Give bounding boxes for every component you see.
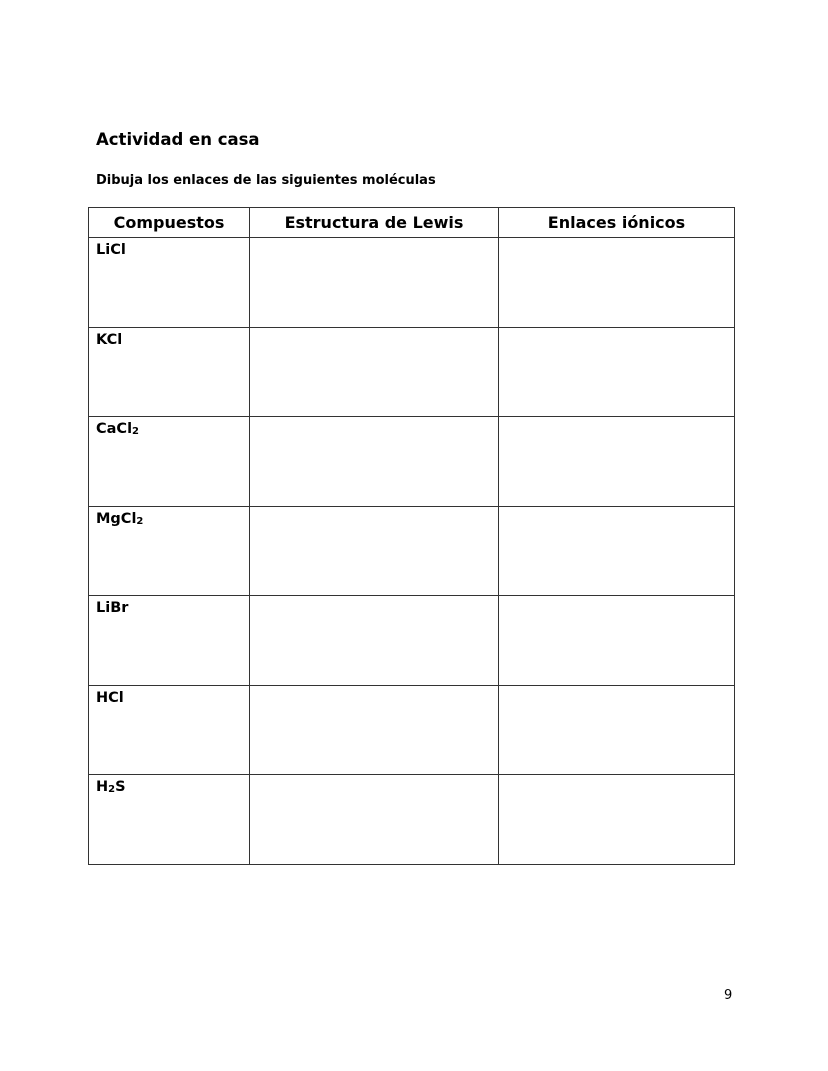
compound-cell [89, 238, 250, 328]
table-row [89, 417, 735, 507]
table-row [89, 506, 735, 596]
ionic-bonds-cell[interactable] [499, 685, 735, 775]
compounds-table [88, 207, 735, 865]
compound-cell [89, 775, 250, 865]
compound-label: MgCl$_2$ [96, 510, 144, 527]
compound-cell [89, 596, 250, 686]
lewis-structure-cell[interactable] [250, 417, 499, 507]
compound-cell [89, 327, 250, 417]
header-enlaces-ionicos: Enlaces iónicos [499, 208, 735, 238]
instruction-text: Dibuja los enlaces de las siguientes moléculas [96, 173, 436, 188]
table-header-row [89, 208, 735, 238]
ionic-bonds-cell[interactable] [499, 417, 735, 507]
lewis-structure-cell[interactable] [250, 596, 499, 686]
compound-cell [89, 685, 250, 775]
compound-label: LiBr [96, 600, 129, 616]
compound-label: LiCl [96, 242, 126, 258]
ionic-bonds-cell[interactable] [499, 775, 735, 865]
lewis-structure-cell[interactable] [250, 506, 499, 596]
table-row [89, 596, 735, 686]
compound-cell [89, 417, 250, 507]
lewis-structure-cell[interactable] [250, 238, 499, 328]
lewis-structure-cell[interactable] [250, 775, 499, 865]
ionic-bonds-cell[interactable] [499, 327, 735, 417]
header-compuestos: Compuestos [89, 208, 250, 238]
compound-label: $H_2S$ [96, 779, 126, 795]
compound-label: KCl [96, 331, 123, 348]
lewis-structure-cell[interactable] [250, 685, 499, 775]
ionic-bonds-cell[interactable] [499, 596, 735, 686]
table-row [89, 238, 735, 328]
page-title: Actividad en casa [96, 130, 260, 149]
compound-label: HCl [96, 689, 124, 706]
ionic-bonds-cell[interactable] [499, 238, 735, 328]
table-row [89, 685, 735, 775]
ionic-bonds-cell[interactable] [499, 506, 735, 596]
header-estructura-lewis: Estructura de Lewis [250, 208, 499, 238]
table-row [89, 327, 735, 417]
table-row [89, 775, 735, 865]
compound-cell [89, 506, 250, 596]
lewis-structure-cell[interactable] [250, 327, 499, 417]
page-number: 9 [724, 988, 733, 1003]
compound-label: CaCl$_2$ [96, 421, 140, 437]
